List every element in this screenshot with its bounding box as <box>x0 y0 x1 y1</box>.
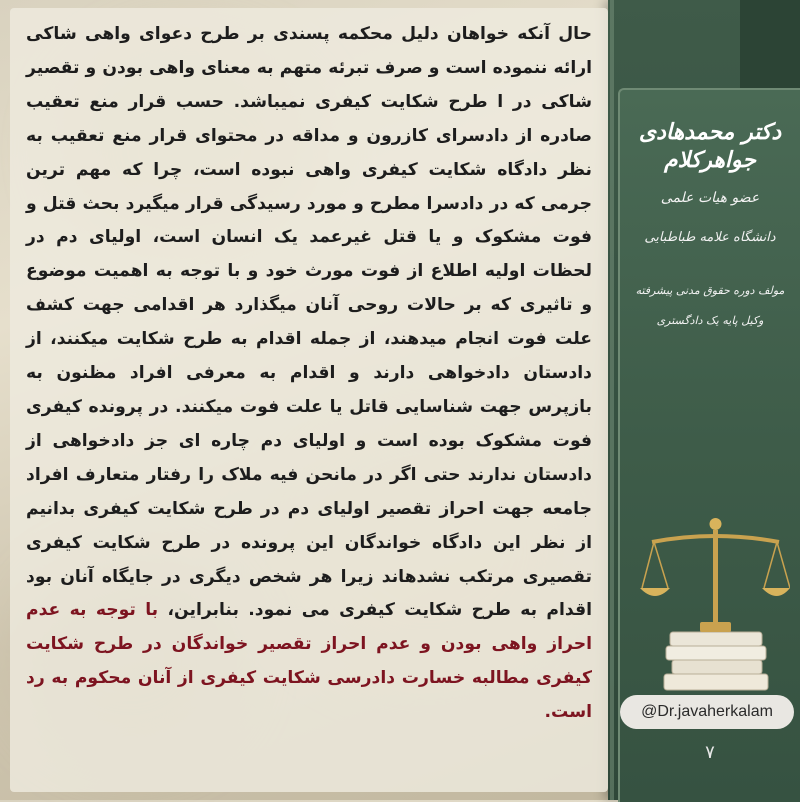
author-book: مولف دوره حقوق مدنی پیشرفته <box>635 284 785 297</box>
body-text: حال آنکه خواهان دلیل محکمه پسندی بر طرح دعوای واهی شاکی ارائه ننموده است و صرف تبرئه متهم به معنای واهی بودن و تقصیر شاکی در ا طرح شکایت کیفری نمیباشد. حسب قرار منع تعقیب صادره از دادسرای کازرون و مداقه در محتوای قرار منع تعقیب به نظر دادگاه شکایت کیفری واهی نبوده است، چرا که مهم ترین جرمی که در دادسرا مطرح و مورد رسیدگی قرار میگیرد بحث قتل و فوت مشکوک و یا قتل غیرعمد یک انسان است، اولیای دم در لحظات اولیه اطلاع از فوت مورث خود و با توجه به اهمیت موضوع و تاثیری که بر حالات روحی آنان میگذارد هر اقدامی جهت کشف علت فوت انجام میدهند، از جمله اقدام به طرح شکایت میکنند، از دادستان دادخواهی دارند و اقدام به معرفی افراد مظنون به بازپرس جهت شناسایی قاتل یا علت فوت میکنند. در پرونده کیفری فوت مشکوک بوده است و اولیای دم چاره ای جز دادخواهی از دادستان ندارند حتی اگر در مانحن فیه ملاک را رفتار متعارف افراد جامعه جهت احراز تقصیر اولیای دم در طرح شکایت کیفری بدانیم از نظر این دادگاه خواندگان این پرونده در طرح شکایت کیفری تقصیری مرتکب نشدهاند زیرا هر شخص دیگری در جایگاه آنان بود اقدام به طرح شکایت کیفری می نمود. بنابراین، <box>26 24 592 621</box>
scales-of-justice-icon <box>640 500 790 700</box>
side-panel-stripe <box>610 0 614 800</box>
instagram-handle[interactable]: @Dr.javaherkalam <box>620 695 794 729</box>
page-number: ۷ <box>705 742 715 763</box>
author-role: عضو هیات علمی <box>660 190 760 206</box>
body-paragraph <box>26 18 592 730</box>
author-university: دانشگاه علامه طباطبایی <box>644 230 776 245</box>
highlighted-conclusion: با توجه به عدم احراز واهی بودن و عدم احراز تقصیر خواندگان در طرح شکایت کیفری مطالبه خسارت دادرسی شکایت کیفری از آنان محکوم به رد است. <box>26 600 592 723</box>
author-lawyer-title: وکیل پایه یک دادگستری <box>656 314 764 327</box>
author-name: دکتر محمدهادی جواهرکلام <box>638 119 782 173</box>
